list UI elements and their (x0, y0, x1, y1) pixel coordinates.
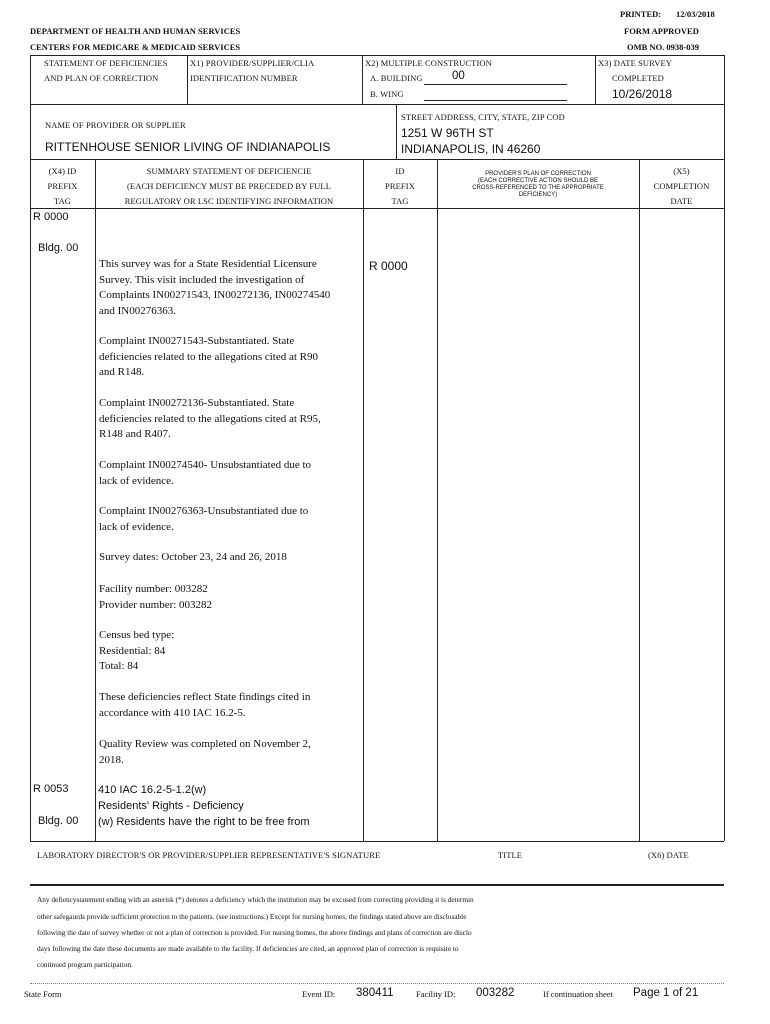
col-x5-1: (X5) (673, 166, 690, 176)
paragraph-complaint-3: Complaint IN00274540- Unsubstantiated due to lack of evidence. (99, 459, 312, 487)
paragraph-facility: Facility number: 003282 Provider number: 003282 (99, 583, 213, 611)
state-form-label: State Form (24, 989, 62, 999)
col-summary-2: (EACH DEFICIENCY MUST BE PRECEDED BY FULL (126, 181, 332, 191)
x3-completed: COMPLETED (612, 73, 664, 83)
building-label: A. BUILDING (370, 73, 423, 83)
bldg-1: Bldg. 00 (38, 242, 79, 254)
paragraph-survey: This survey was for a State Residential Licensure Survey. This visit included the investigation of Complaints IN00271543, IN00272136, IN00274540 and IN00276363. (99, 258, 331, 317)
provider-name: RITTENHOUSE SENIOR LIVING OF INDIANAPOLIS (45, 140, 331, 154)
facility-id-value: 003282 (476, 987, 515, 999)
omb-number: OMB NO. 0938-039 (627, 42, 700, 52)
paragraph-survey-dates: Survey dates: October 23, 24 and 26, 2018 (99, 551, 287, 563)
col-id-1: ID (395, 166, 405, 176)
building-underline (424, 84, 567, 85)
facility-id-label: Facility ID: (416, 989, 456, 999)
col-x4-3: TAG (53, 196, 72, 206)
x1-label-2: IDENTIFICATION NUMBER (190, 73, 298, 83)
col-x4-2: PREFIX (47, 181, 78, 191)
disclaimer-line-5: continued program participation. (37, 960, 133, 969)
address-line-2: INDIANAPOLIS, IN 46260 (401, 142, 541, 156)
address-line-1: 1251 W 96TH ST (401, 126, 494, 140)
col-plan-1: PROVIDER'S PLAN OF CORRECTION (485, 171, 591, 177)
col-id-3: TAG (391, 196, 409, 206)
col-summary-1: SUMMARY STATEMENT OF DEFICIENCIE (146, 166, 312, 176)
disclaimer-line-3: following the date of survey whether or not a plan of correction is provided. For nursing homes, the above findings and plans of correction are disclo (37, 928, 472, 937)
signature-divider (30, 884, 724, 886)
col-summary-3: REGULATORY OR LSC IDENTIFYING INFORMATION (124, 196, 334, 206)
col-x5-3: DATE (670, 196, 693, 206)
page-number: Page 1 of 21 (633, 987, 699, 999)
signature-label: LABORATORY DIRECTOR'S OR PROVIDER/SUPPLIER REPRESENTATIVE'S SIGNATURE (37, 850, 381, 860)
footer-divider (30, 983, 724, 984)
disclaimer-line-1: Any defiencystatement ending with an asterisk (*) denotes a deficiency which the institution may be excused from correcting providing it is determin (37, 895, 474, 904)
col-plan-2: (EACH CORRECTIVE ACTION SHOULD BE (477, 178, 599, 184)
paragraph-census: Census bed type: Residential: 84 Total: 84 (99, 629, 175, 672)
col-plan-3: CROSS-REFERENCED TO THE APPROPRIATE (472, 185, 604, 191)
paragraph-complaint-1: Complaint IN00271543-Substantiated. State deficiencies related to the allegations cited at R90 and R148. (99, 335, 318, 378)
col-id-2: PREFIX (385, 181, 415, 191)
provider-name-label: NAME OF PROVIDER OR SUPPLIER (45, 120, 186, 130)
col-plan-4: DEFICIENCY) (518, 192, 558, 198)
continuation-label: If continuation sheet (543, 989, 613, 999)
disclaimer-line-2: other safegaurds provide sufficient protection to the patients. (see instructions.) Except for nursing homes, the findings stated above are disclosable (37, 912, 467, 921)
wing-label: B. WING (370, 89, 404, 99)
x2-label: X2) MULTIPLE CONSTRUCTION (365, 58, 492, 68)
survey-date: 10/26/2018 (612, 87, 673, 101)
col-x4-1: (X4) ID (48, 166, 77, 176)
col-x5-2: COMPLETION (653, 181, 710, 191)
title-label: TITLE (498, 850, 523, 860)
statement-label-1: STATEMENT OF DEFICIENCIES (44, 58, 168, 68)
form-approved: FORM APPROVED (624, 26, 699, 36)
paragraph-quality-review: Quality Review was completed on November 2, 2018. (99, 738, 311, 766)
date-label: (X6) DATE (648, 850, 689, 860)
r0053-text: (w) Residents have the right to be free from (98, 816, 310, 828)
tag-r0000: R 0000 (33, 211, 69, 223)
printed-date: 12/03/2018 (676, 9, 715, 19)
event-id-label: Event ID: (302, 989, 336, 999)
department-heading: DEPARTMENT OF HEALTH AND HUMAN SERVICES (30, 26, 241, 36)
r0053-citation: 410 IAC 16.2-5-1.2(w) (98, 784, 207, 796)
x1-label-1: X1) PROVIDER/SUPPLIER/CLIA (190, 58, 315, 68)
right-tag-r0000: R 0000 (369, 259, 408, 273)
statement-label-2: AND PLAN OF CORRECTION (44, 73, 159, 83)
event-id-value: 380411 (356, 987, 394, 999)
disclaimer-line-4: days following the date these documents are made available to the facility. If deficiencies are cited, an approved plan of correction is requisite to (37, 944, 459, 953)
paragraph-complaint-4: Complaint IN00276363-Unsubstantiated due to lack of evidence. (99, 505, 309, 533)
paragraph-complaint-2: Complaint IN00272136-Substantiated. State deficiencies related to the allegations cited at R95, R148 and R407. (99, 397, 321, 440)
tag-r0053: R 0053 (33, 783, 69, 795)
centers-heading: CENTERS FOR MEDICARE & MEDICAID SERVICES (30, 42, 241, 52)
wing-underline (424, 100, 567, 101)
paragraph-findings: These deficiencies reflect State findings cited in accordance with 410 IAC 16.2-5. (99, 691, 311, 719)
bldg-2: Bldg. 00 (38, 815, 79, 827)
building-value: 00 (452, 70, 465, 82)
address-label: STREET ADDRESS, CITY, STATE, ZIP COD (401, 112, 565, 122)
x3-label: X3) DATE SURVEY (598, 58, 673, 68)
r0053-title: Residents' Rights - Deficiency (98, 800, 244, 812)
printed-label: PRINTED: (620, 9, 662, 19)
